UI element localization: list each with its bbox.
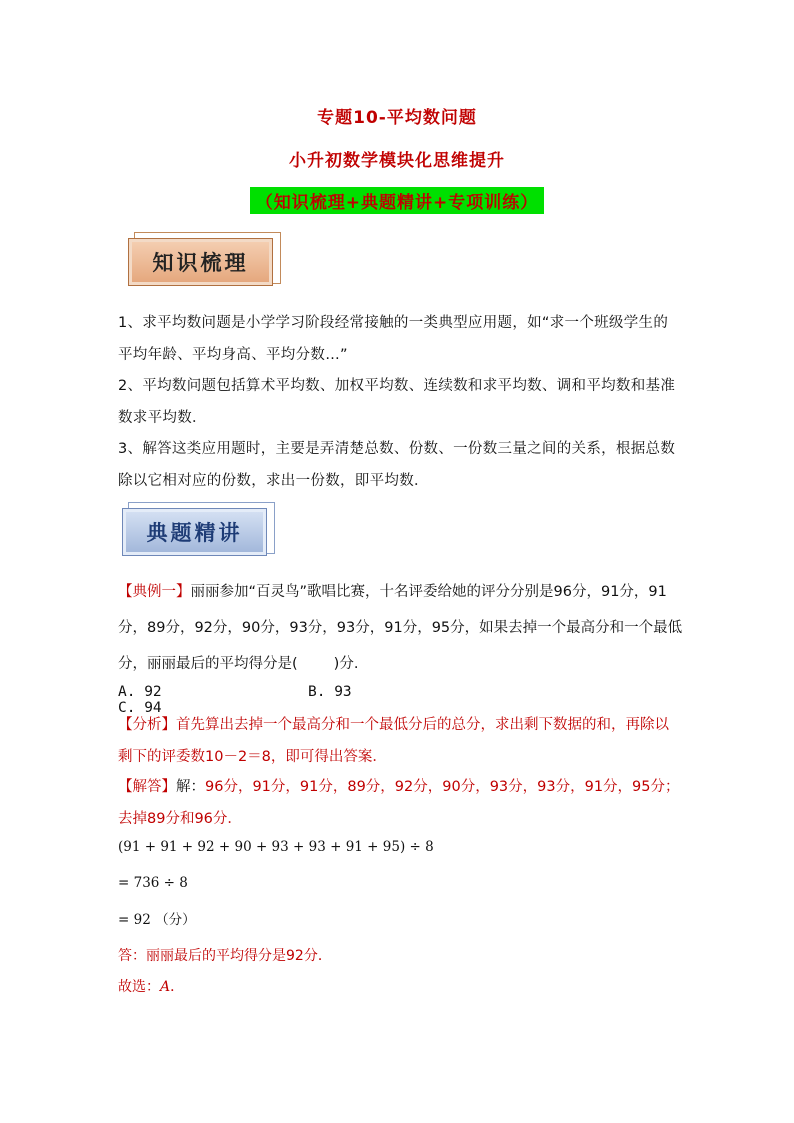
option-a: A. 92 (118, 684, 162, 700)
choice-suffix: ． (170, 979, 185, 995)
knowledge-point-2: 2、平均数问题包括算术平均数、加权平均数、连续数和求平均数、调和平均数和基准数求平均数． (118, 378, 676, 426)
analysis-tag: 【分析】 (118, 717, 176, 733)
choice-prefix: 故选： (118, 979, 160, 995)
solution-tag: 【解答】 (118, 779, 176, 795)
section-badge-knowledge (128, 238, 273, 288)
analysis-block (118, 709, 683, 773)
document-tagline-wrap (0, 187, 794, 214)
document-tagline: （知识梳理+典题精讲+专项训练） (250, 187, 545, 214)
final-suffix: 分． (303, 948, 332, 964)
example-text: 丽丽参加“百灵鸟”歌唱比赛，十名评委给她的评分分别是96分，91分，91分，89分，92分，90分，93分，93分，91分，95分，如果去掉一个最高分和一个最低分，丽丽最后的平均得分是( (118, 584, 683, 672)
option-c: C. 94 (118, 700, 162, 716)
example-tag: 【典例一】 (118, 584, 191, 600)
badge-label: 知识梳理 (128, 238, 273, 286)
choice-value: A (160, 979, 171, 995)
document-title: 专题10-平均数问题 (317, 108, 477, 128)
calc-step-2: = 736 ÷ 8 (118, 875, 188, 891)
example-question (118, 574, 683, 682)
document-subtitle: 小升初数学模块化思维提升 (289, 151, 505, 171)
choice-line (118, 976, 184, 996)
final-prefix: 答：丽丽最后的平均得分是 (118, 948, 286, 964)
option-b: B. 93 (308, 684, 352, 700)
solution-prefix: 解： (176, 779, 205, 795)
badge-label: 典题精讲 (122, 508, 267, 556)
knowledge-point-3: 3、解答这类应用题时，主要是弄清楚总数、份数、一份数三量之间的关系，根据总数除以它相对应的份数，求出一份数，即平均数． (118, 441, 676, 489)
final-value: 92 (286, 948, 304, 964)
knowledge-point-1: 1、求平均数问题是小学学习阶段经常接触的一类典型应用题，如“求一个班级学生的平均年龄、平均身高、平均分数…” (118, 315, 669, 363)
calc-step-3: = 92 （分） (118, 912, 196, 928)
solution-text: 96分，91分，91分，89分，92分，90分，93分，93分，91分，95分；去掉89分和96分． (118, 779, 680, 827)
final-answer (118, 945, 332, 965)
section-badge-examples (122, 508, 267, 558)
analysis-text: 首先算出去掉一个最高分和一个最低分后的总分，求出剩下数据的和，再除以剩下的评委数10－2＝8，即可得出答案． (118, 717, 669, 765)
solution-block (118, 771, 683, 835)
example-end: )分. (333, 656, 359, 672)
calc-step-1: (91 + 91 + 92 + 90 + 93 + 93 + 91 + 95) ÷ 8 (118, 839, 434, 855)
